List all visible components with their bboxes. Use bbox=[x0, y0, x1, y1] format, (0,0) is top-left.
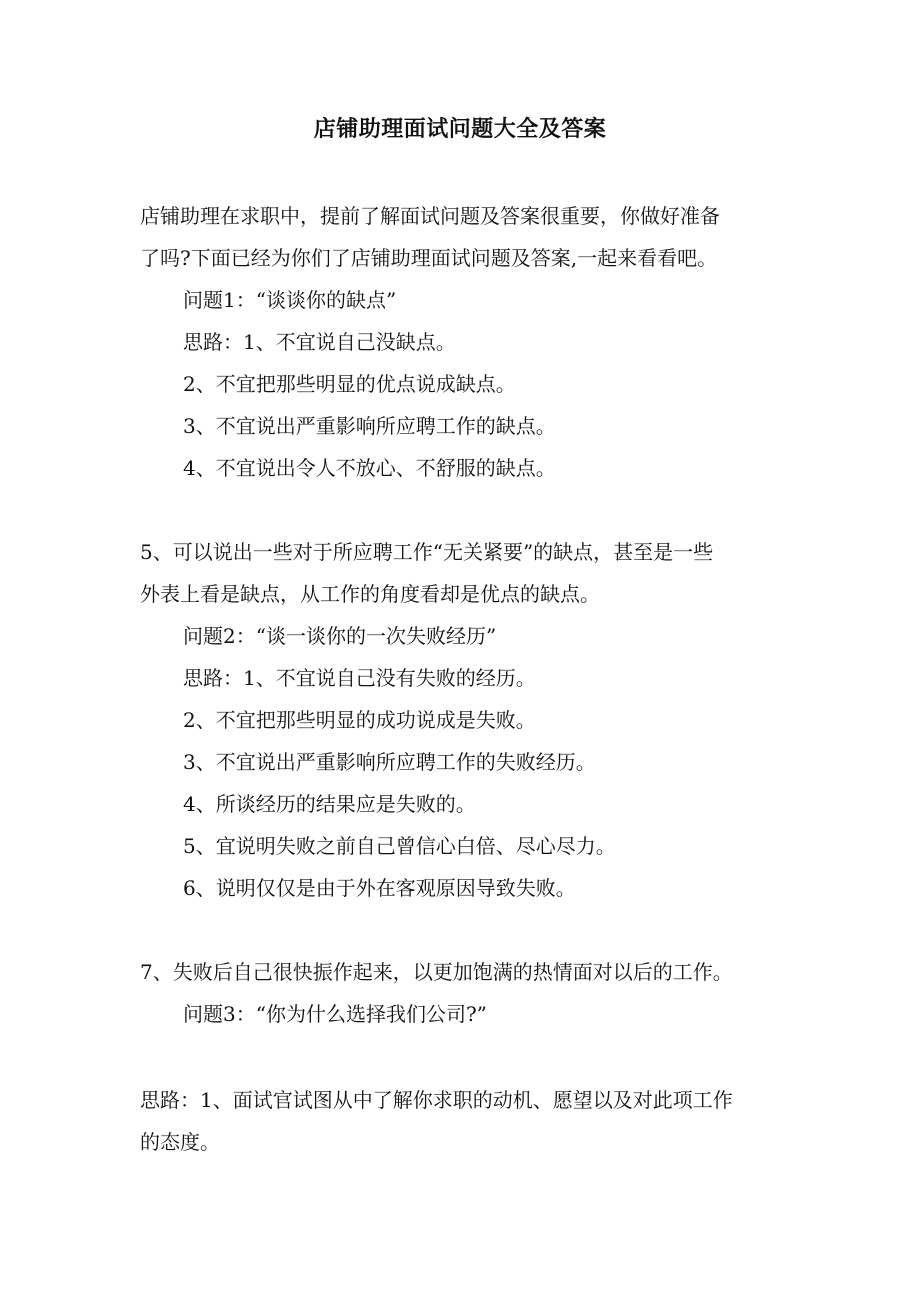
question-1-point-5-line-1: 5、可以说出一些对于所应聘工作“无关紧要”的缺点，甚至是一些 bbox=[140, 540, 714, 564]
question-3-idea-line-1: 思路：1、面试官试图从中了解你求职的动机、愿望以及对此项工作 bbox=[140, 1088, 733, 1112]
document-title: 店铺助理面试问题大全及答案 bbox=[313, 116, 607, 142]
question-3: 问题3：“你为什么选择我们公司?” bbox=[183, 1002, 487, 1026]
question-2-point-3: 3、不宜说出严重影响所应聘工作的失败经历。 bbox=[183, 750, 596, 774]
question-2-point-5: 5、宜说明失败之前自己曾信心白倍、尽心尽力。 bbox=[183, 834, 616, 858]
question-2-idea: 思路：1、不宜说自己没有失败的经历。 bbox=[183, 666, 536, 690]
intro-line-1: 店铺助理在求职中，提前了解面试问题及答案很重要，你做好准备 bbox=[140, 204, 720, 228]
question-1-idea: 思路：1、不宜说自己没缺点。 bbox=[183, 330, 456, 354]
question-1-point-4: 4、不宜说出令人不放心、不舒服的缺点。 bbox=[183, 456, 556, 480]
intro-line-2: 了吗?下面已经为你们了店铺助理面试问题及答案,一起来看看吧。 bbox=[140, 246, 718, 270]
question-1-point-3: 3、不宜说出严重影响所应聘工作的缺点。 bbox=[183, 414, 556, 438]
question-2: 问题2：“谈一谈你的一次失败经历” bbox=[183, 624, 497, 648]
question-1: 问题1：“谈谈你的缺点” bbox=[183, 288, 397, 312]
question-2-point-4: 4、所谈经历的结果应是失败的。 bbox=[183, 792, 476, 816]
question-3-idea-line-2: 的态度。 bbox=[140, 1130, 220, 1154]
question-2-point-2: 2、不宜把那些明显的成功说成是失败。 bbox=[183, 708, 536, 732]
question-2-point-6: 6、说明仅仅是由于外在客观原因导致失败。 bbox=[183, 876, 576, 900]
question-2-point-7: 7、失败后自己很快振作起来，以更加饱满的热情面对以后的工作。 bbox=[140, 960, 733, 984]
question-1-point-2: 2、不宜把那些明显的优点说成缺点。 bbox=[183, 372, 516, 396]
question-1-point-5-line-2: 外表上看是缺点，从工作的角度看却是优点的缺点。 bbox=[140, 582, 600, 606]
